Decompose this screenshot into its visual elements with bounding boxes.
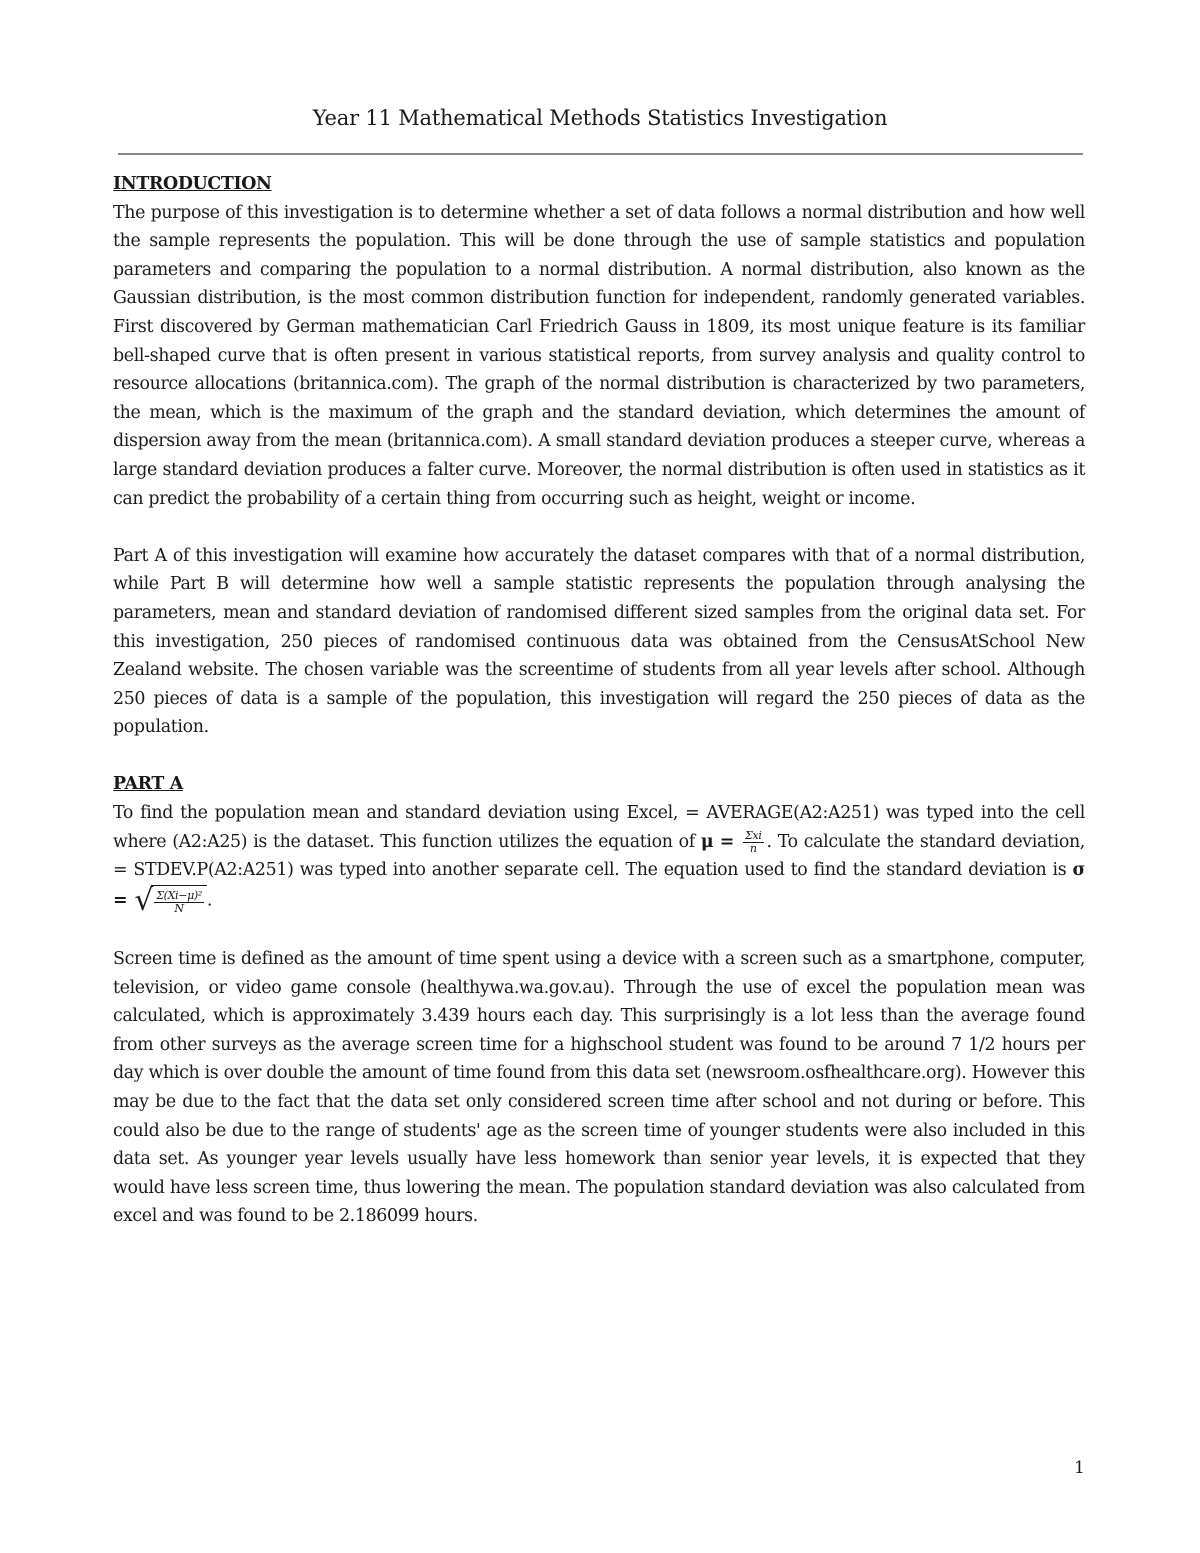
document-body xyxy=(113,170,1085,1231)
paragraph-spacer xyxy=(113,916,1085,945)
mu-symbol: μ = xyxy=(700,831,735,852)
mean-denominator: n xyxy=(749,841,757,855)
document-title: Year 11 Mathematical Methods Statistics Investigation xyxy=(312,106,888,130)
radical-sign-icon: √ xyxy=(134,882,154,918)
formula-end: . xyxy=(206,890,213,911)
part-a-heading: PART A xyxy=(113,774,183,795)
sigma-numerator: Σ(Xi−μ)² xyxy=(156,888,202,902)
paragraph-spacer xyxy=(113,513,1085,542)
part-a-formula-paragraph xyxy=(113,799,1085,916)
formula-text-2: . To calculate the standard deviation, = STDEV.P(A2:A251) was typed into another separate cell. The equation used to find the standard deviation is xyxy=(113,831,1085,881)
sigma-symbol: σ = xyxy=(113,860,1085,911)
sigma-denominator: N xyxy=(174,901,184,915)
screen-time-paragraph: Screen time is defined as the amount of time spent using a device with a screen such as a smartphone, computer, television, or video game console (healthywa.wa.gov.au). Through the use of excel the population mean was calculated, which is approximately 3.439 hours each day. This surprisingly is a lot less than the average found from other surveys as the average screen time for a highschool student was found to be around 7 1/2 hours per day which is over double the amount of time found from this data set (newsroom.osfhealthcare.org). However this may be due to the fact that the data set only considered screen time after school and not during or before. This could also be due to the range of students' age as the screen time of younger students were also included in this data set. As younger year levels usually have less homework than senior year levels, it is expected that they would have less screen time, thus lowering the mean. The population standard deviation was also calculated from excel and was found to be 2.186099 hours. xyxy=(113,949,1085,1227)
mean-numerator: Σxi xyxy=(745,828,762,842)
introduction-paragraph-2: Part A of this investigation will examine how accurately the dataset compares with that of a normal distribution, while Part B will determine how well a sample statistic represents the population through analysing the parameters, mean and standard deviation of randomised different sized samples from the original data set. For this investigation, 250 pieces of randomised continuous data was obtained from the CensusAtSchool New Zealand website. The chosen variable was the screentime of students from all year levels after school. Although 250 pieces of data is a sample of the population, this investigation will regard the 250 pieces of data as the population. xyxy=(113,545,1085,738)
title-divider xyxy=(118,153,1083,155)
page-number: 1 xyxy=(1074,1458,1085,1478)
introduction-heading: INTRODUCTION xyxy=(113,174,272,194)
formula-text-1: To find the population mean and standard deviation using Excel, = AVERAGE(A2:A251) was typed into the cell where (A2:A25) is the dataset. This function utilizes the equation of xyxy=(113,803,1085,852)
mean-fraction xyxy=(743,830,763,855)
introduction-paragraph-1: The purpose of this investigation is to determine whether a set of data follows a normal distribution and how well the sample represents the population. This will be done through the use of sample statistics and population parameters and comparing the population to a normal distribution. A normal distribution, also known as the Gaussian distribution, is the most common distribution function for independent, randomly generated variables. First discovered by German mathematician Carl Friedrich Gauss in 1809, its most unique feature is its familiar bell-shaped curve that is often present in various statistical reports, from survey analysis and quality control to resource allocations (britannica.com). The graph of the normal distribution is characterized by two parameters, the mean, which is the maximum of the graph and the standard deviation, which determines the amount of dispersion away from the mean (britannica.com). A small standard deviation produces a steeper curve, whereas a large standard deviation produces a falter curve. Moreover, the normal distribution is often used in statistics as it can predict the probability of a certain thing from occurring such as height, weight or income. xyxy=(113,202,1085,509)
paragraph-spacer xyxy=(113,742,1085,771)
sigma-fraction xyxy=(154,890,204,915)
sigma-square-root xyxy=(134,882,206,918)
